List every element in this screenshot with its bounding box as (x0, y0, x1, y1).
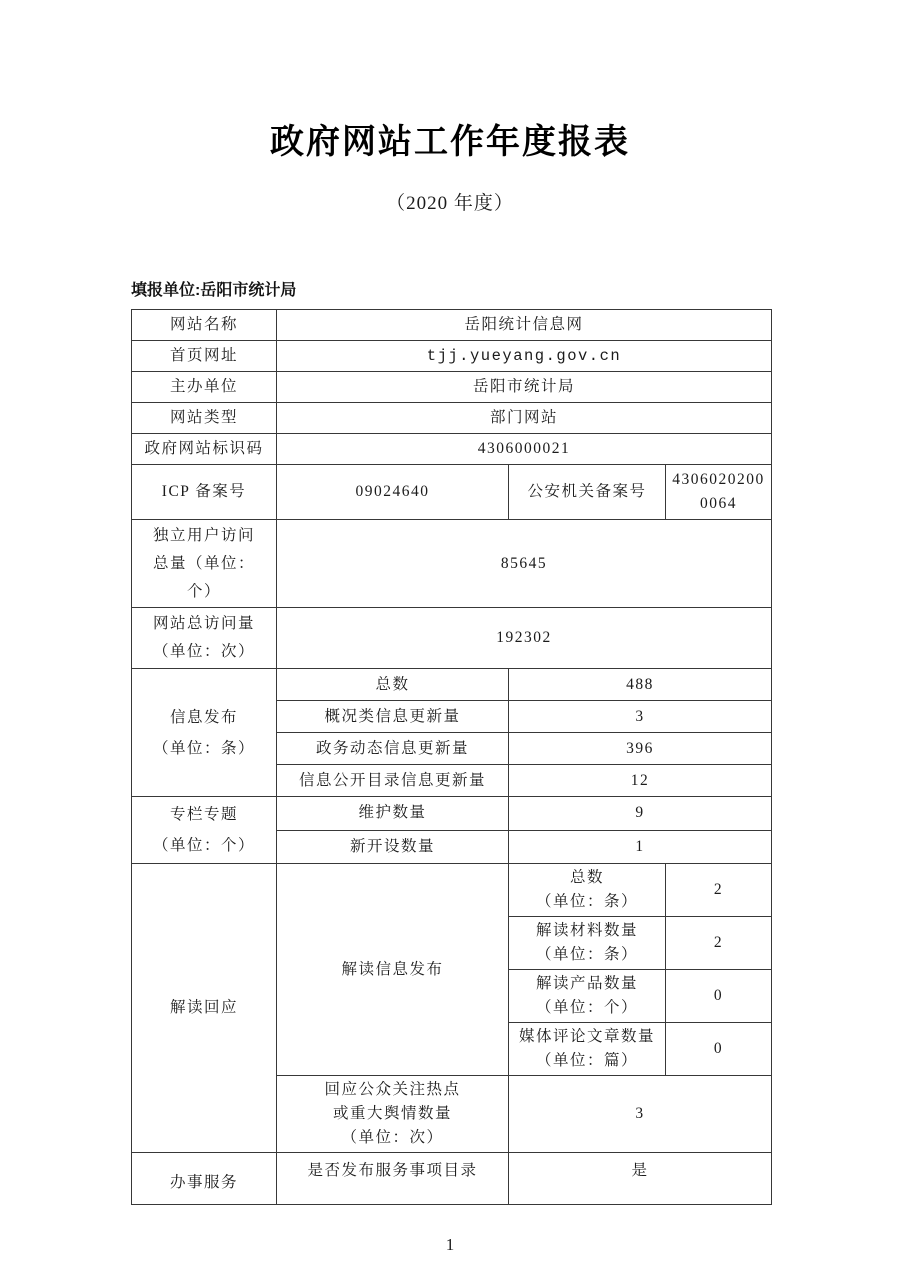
interp-row-value-cell: 2 (666, 864, 772, 917)
site-type-label-cell: 网站类型 (132, 402, 277, 433)
table-row (132, 797, 772, 831)
services-row-value-cell: 是 (509, 1153, 772, 1205)
info-publish-label: 信息发布 (169, 708, 238, 726)
table-row (132, 864, 772, 917)
interp-row-label-cell (509, 1023, 666, 1076)
info-row-value-cell: 396 (509, 733, 772, 765)
table-row (132, 402, 772, 433)
interp-row-unit: （单位：条） (535, 946, 638, 964)
table-row (132, 669, 772, 701)
total-visits-label-cell (132, 608, 277, 669)
hotspot-label-cell (277, 1076, 509, 1153)
special-row-label-cell: 新开设数量 (277, 830, 509, 864)
homepage-value-cell: tjj.yueyang.gov.cn (277, 340, 772, 371)
total-visits-unit: （单位：次） (152, 643, 255, 661)
unique-visitors-label-cell: 独立用户访问总量（单位：个） (132, 519, 277, 608)
info-row-label-cell: 政务动态信息更新量 (277, 733, 509, 765)
info-row-label-cell: 概况类信息更新量 (277, 701, 509, 733)
page-subtitle: （2020 年度） (386, 192, 514, 214)
special-row-label-cell: 维护数量 (277, 797, 509, 831)
special-row-value-cell: 9 (509, 797, 772, 831)
interp-row-label: 解读产品数量 (535, 975, 638, 993)
hotspot-label: 回应公众关注热点或重大舆情数量（单位：次） (324, 1081, 461, 1147)
hotspot-value-cell: 3 (509, 1076, 772, 1153)
interp-row-unit: （单位：篇） (535, 1052, 638, 1070)
special-columns-unit: （单位：个） (152, 837, 255, 855)
site-name-value-cell: 岳阳统计信息网 (277, 309, 772, 340)
icp-value-cell: 09024640 (277, 464, 509, 519)
interp-row-value-cell: 2 (666, 917, 772, 970)
interp-row-label: 解读材料数量 (535, 922, 638, 940)
info-row-label-cell: 总数 (277, 669, 509, 701)
interp-row-unit: （单位：个） (535, 999, 638, 1017)
page-title: 政府网站工作年度报表 (270, 123, 630, 161)
special-columns-label: 专栏专题 (169, 806, 238, 824)
interpretation-publish-cell: 解读信息发布 (277, 864, 509, 1076)
site-code-value-cell: 4306000021 (277, 433, 772, 464)
info-row-label-cell: 信息公开目录信息更新量 (277, 765, 509, 797)
interpretation-group-cell: 解读回应 (132, 864, 277, 1153)
site-type-value-cell: 部门网站 (277, 402, 772, 433)
interp-row-label: 总数 (569, 869, 604, 887)
reporting-unit-label: 填报单位:岳阳市统计局 (131, 281, 297, 299)
report-table (131, 309, 772, 1206)
homepage-label-cell: 首页网址 (132, 340, 277, 371)
total-visits-label: 网站总访问量 (152, 615, 255, 633)
icp-label-cell: ICP 备案号 (132, 464, 277, 519)
interp-row-label: 媒体评论文章数量 (518, 1028, 655, 1046)
services-group-cell: 办事服务 (132, 1153, 277, 1205)
table-row (132, 340, 772, 371)
interp-row-value-cell: 0 (666, 1023, 772, 1076)
police-record-label-cell: 公安机关备案号 (509, 464, 666, 519)
services-row-label-cell: 是否发布服务事项目录 (277, 1153, 509, 1205)
info-row-value-cell: 3 (509, 701, 772, 733)
interp-row-unit: （单位：条） (535, 893, 638, 911)
page-number: 1 (445, 1235, 455, 1255)
interp-row-label-cell (509, 864, 666, 917)
organizer-value-cell: 岳阳市统计局 (277, 371, 772, 402)
interp-row-value-cell: 0 (666, 970, 772, 1023)
table-row (132, 1153, 772, 1205)
table-row (132, 608, 772, 669)
site-name-label-cell: 网站名称 (132, 309, 277, 340)
unique-visitors-value-cell: 85645 (277, 519, 772, 608)
info-publish-group-cell (132, 669, 277, 797)
police-record-value-cell: 43060202000064 (666, 464, 772, 519)
table-row (132, 519, 772, 608)
interp-row-label-cell (509, 970, 666, 1023)
table-row (132, 464, 772, 519)
special-row-value-cell: 1 (509, 830, 772, 864)
site-code-label-cell: 政府网站标识码 (132, 433, 277, 464)
special-columns-group-cell (132, 797, 277, 864)
organizer-label-cell: 主办单位 (132, 371, 277, 402)
interp-row-label-cell (509, 917, 666, 970)
table-row (132, 371, 772, 402)
info-publish-unit: （单位：条） (152, 739, 255, 757)
table-row (132, 309, 772, 340)
info-row-value-cell: 488 (509, 669, 772, 701)
table-row (132, 433, 772, 464)
info-row-value-cell: 12 (509, 765, 772, 797)
total-visits-value-cell: 192302 (277, 608, 772, 669)
